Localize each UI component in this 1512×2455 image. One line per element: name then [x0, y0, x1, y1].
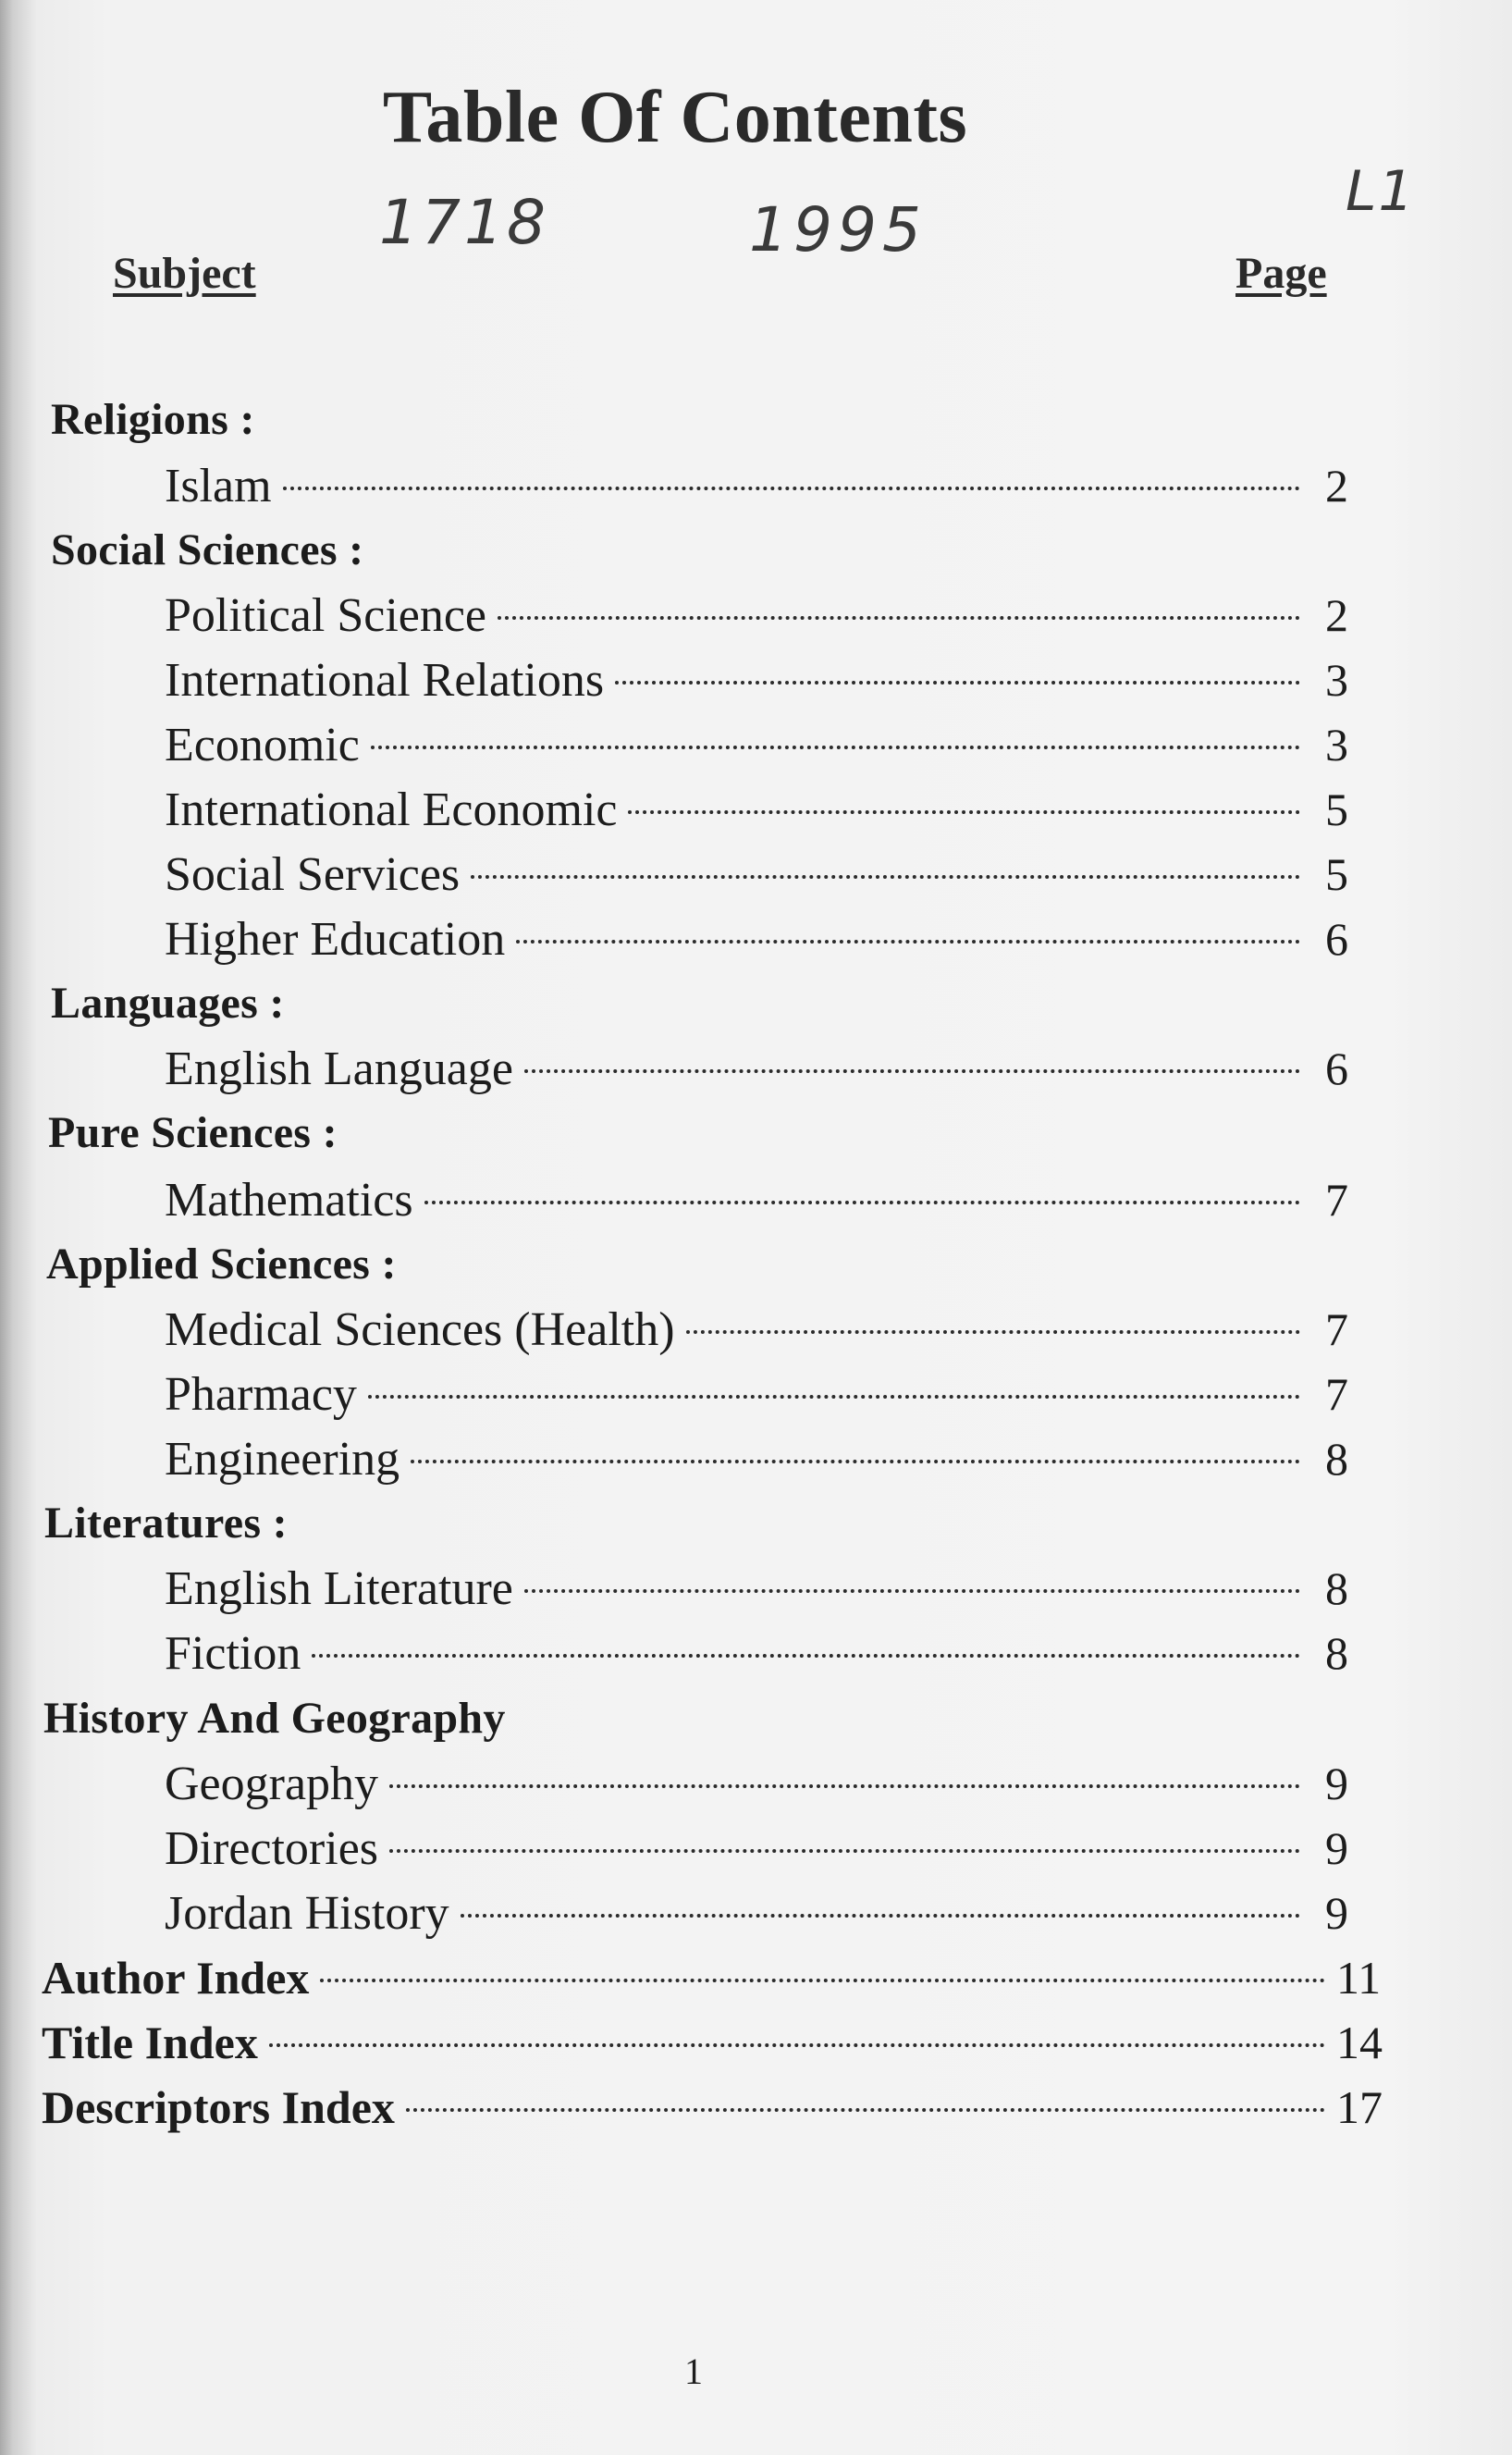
- toc-entry-page: 2: [1325, 589, 1348, 641]
- dot-leader: [471, 875, 1300, 879]
- toc-category: [51, 971, 285, 1036]
- toc-entry[interactable]: [165, 1816, 1348, 1881]
- dot-leader: [524, 1069, 1300, 1073]
- toc-entry-label: International Economic: [165, 783, 618, 836]
- toc-entry-page: 3: [1325, 719, 1348, 771]
- toc-entry-label: Political Science: [165, 589, 487, 642]
- dot-leader: [516, 940, 1300, 944]
- dot-leader: [283, 487, 1300, 490]
- dot-leader: [628, 810, 1300, 814]
- dot-leader: [389, 1784, 1300, 1788]
- toc-index-entry[interactable]: [42, 2010, 1383, 2075]
- toc-category: [51, 518, 363, 583]
- dot-leader: [615, 681, 1300, 685]
- toc-entry-page: 8: [1325, 1433, 1348, 1485]
- toc-category: [44, 1491, 288, 1556]
- toc-entry-page: 7: [1325, 1174, 1348, 1226]
- toc-entry-label: Higher Education: [165, 913, 506, 966]
- toc-index-label: Author Index: [42, 1952, 310, 2004]
- toc-entry-page: 8: [1325, 1627, 1348, 1679]
- toc-entry[interactable]: [165, 1426, 1348, 1491]
- toc-index-page: 11: [1336, 1952, 1382, 2004]
- toc-entry-page: 7: [1325, 1303, 1348, 1355]
- toc-entry-page: 3: [1325, 654, 1348, 706]
- page-title: Table Of Contents: [382, 77, 968, 158]
- toc-entry[interactable]: [165, 1556, 1348, 1621]
- toc-category: [48, 1101, 338, 1166]
- toc-entry[interactable]: [165, 907, 1348, 971]
- toc-entry-page: 7: [1325, 1368, 1348, 1420]
- toc-entry-label: Jordan History: [165, 1887, 449, 1940]
- dot-leader: [524, 1589, 1300, 1593]
- toc-entry[interactable]: [165, 1297, 1348, 1362]
- toc-entry[interactable]: [165, 1621, 1348, 1685]
- toc-index-label: Descriptors Index: [42, 2081, 395, 2133]
- toc-entry-page: 9: [1325, 1758, 1348, 1809]
- dot-leader: [686, 1330, 1300, 1334]
- dot-leader: [406, 2108, 1325, 2112]
- toc-entry[interactable]: [165, 648, 1348, 712]
- toc-entry-page: 6: [1325, 913, 1348, 965]
- handwritten-year: 1995: [749, 194, 927, 265]
- toc-entry-page: 6: [1325, 1042, 1348, 1094]
- toc-category-label: Religions :: [51, 395, 255, 444]
- toc-entry[interactable]: [165, 583, 1348, 648]
- toc-category-label: Pure Sciences :: [48, 1108, 338, 1157]
- toc-entry-page: 9: [1325, 1822, 1348, 1874]
- toc-index-entry[interactable]: [42, 1945, 1382, 2010]
- toc-entry[interactable]: [165, 1751, 1348, 1816]
- toc-category-label: History And Geography: [43, 1694, 506, 1743]
- toc-entry-page: 2: [1325, 460, 1348, 512]
- toc-entry-page: 8: [1325, 1562, 1348, 1614]
- handwritten-mark: L1: [1346, 159, 1416, 224]
- toc-entry[interactable]: [165, 777, 1348, 842]
- toc-index-page: 14: [1336, 2017, 1383, 2068]
- subject-column-header: Subject: [113, 249, 256, 298]
- toc-entry[interactable]: [165, 1362, 1348, 1426]
- handwritten-catalog-number: 1718: [379, 187, 549, 258]
- page-number: 1: [684, 2350, 703, 2392]
- toc-entry-label: Pharmacy: [165, 1368, 357, 1421]
- toc-entry-label: Islam: [165, 460, 272, 512]
- toc-category: [43, 1686, 506, 1751]
- toc-category-label: Applied Sciences :: [46, 1240, 397, 1289]
- dot-leader: [424, 1201, 1300, 1204]
- toc-entry-label: English Literature: [165, 1562, 513, 1615]
- toc-entry[interactable]: [165, 712, 1348, 777]
- dot-leader: [389, 1849, 1300, 1853]
- toc-entry-label: Mathematics: [165, 1174, 413, 1227]
- toc-entry-label: English Language: [165, 1042, 513, 1095]
- toc-entry-label: Geography: [165, 1758, 379, 1810]
- toc-index-label: Title Index: [42, 2017, 258, 2068]
- dot-leader: [371, 746, 1300, 749]
- toc-entry[interactable]: [165, 842, 1348, 907]
- toc-category-label: Languages :: [51, 979, 285, 1028]
- dot-leader: [269, 2043, 1325, 2047]
- toc-entry-label: Social Services: [165, 848, 461, 901]
- toc-entry-label: Medical Sciences (Health): [165, 1303, 675, 1356]
- toc-entry-label: Economic: [165, 719, 360, 771]
- toc-category-label: Literatures :: [44, 1499, 288, 1548]
- dot-leader: [368, 1395, 1300, 1399]
- toc-entry-label: International Relations: [165, 654, 605, 707]
- toc-entry[interactable]: [165, 453, 1348, 518]
- toc-entry-page: 9: [1325, 1887, 1348, 1939]
- toc-entry-page: 5: [1325, 783, 1348, 835]
- page-column-header: Page: [1235, 249, 1327, 298]
- toc-category-label: Social Sciences :: [51, 525, 364, 574]
- dot-leader: [411, 1460, 1300, 1463]
- toc-entry-label: Directories: [165, 1822, 379, 1875]
- dot-leader: [312, 1654, 1300, 1658]
- toc-entry-page: 5: [1325, 848, 1348, 900]
- dot-leader: [498, 616, 1300, 620]
- dot-leader: [461, 1914, 1300, 1918]
- toc-index-entry[interactable]: [42, 2075, 1383, 2140]
- toc-category: [51, 388, 255, 452]
- toc-index-page: 17: [1336, 2081, 1383, 2133]
- toc-entry[interactable]: [165, 1881, 1348, 1945]
- toc-entry-label: Fiction: [165, 1627, 301, 1680]
- toc-entry[interactable]: [165, 1167, 1348, 1232]
- dot-leader: [320, 1979, 1325, 1982]
- toc-entry-label: Engineering: [165, 1433, 400, 1486]
- toc-category: [46, 1232, 397, 1297]
- toc-entry[interactable]: [165, 1036, 1348, 1101]
